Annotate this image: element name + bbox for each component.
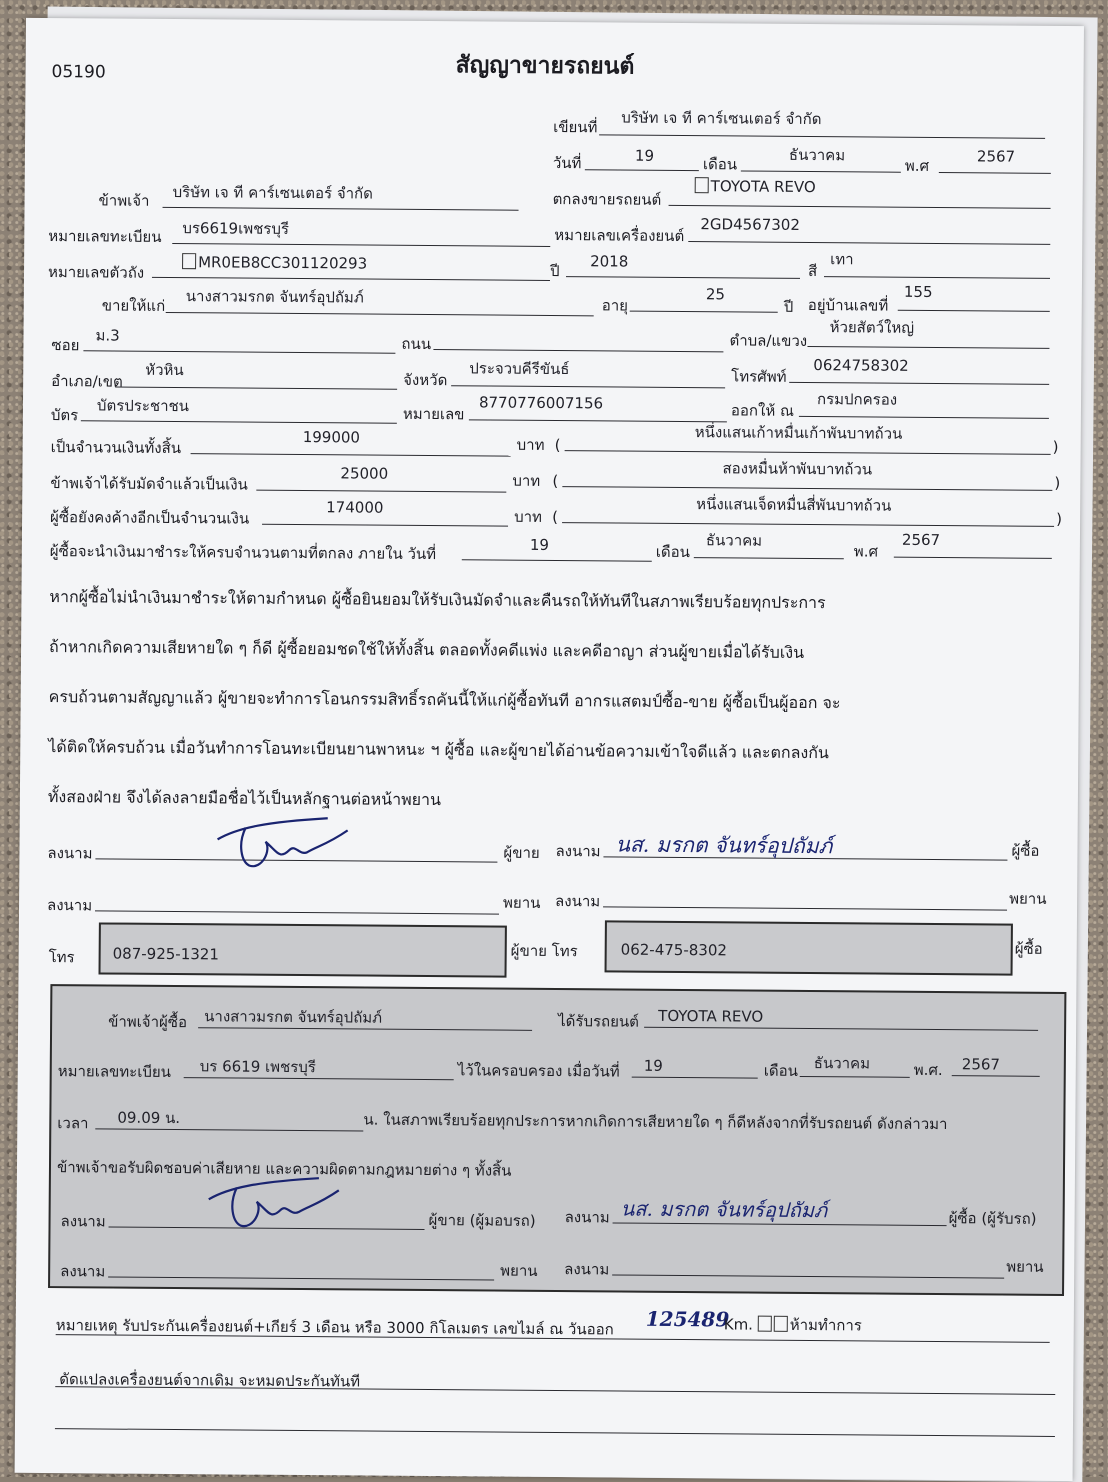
pay-year-value: 2567 <box>901 530 941 550</box>
terms-line-2: ถ้าหากเกิดความเสียหายใด ๆ ก็ดี ผู้ซื้อยอมชดใช้ให้ทั้งสิ้น ตลอดทั้งคดีแพ่ง และคดีอาญา ส่วนผู้ขายเมื่อได้รับเงิน <box>49 637 805 662</box>
deposit-text-value: สองหมื่นห้าพันบาทถ้วน <box>722 459 873 479</box>
paren-close: ) <box>1052 437 1059 456</box>
underline <box>163 207 519 211</box>
issued-by-value: กรมปกครอง <box>816 390 898 409</box>
receipt-reg-label: หมายเลขทะเบียน <box>57 1062 172 1082</box>
vehicle-model-text: TOYOTA REVO <box>710 177 816 197</box>
receipt-buyer-role: ผู้ซื้อ (ผู้รับรถ) <box>948 1209 1037 1228</box>
terms-line-1: หากผู้ซื้อไม่นำเงินมาชำระให้ตามกำหนด ผู้ซื้อยินยอมให้รับเงินมัดจำและคืนรถให้ทันทีในสภาพเรียบร้อยทุกประการ <box>49 587 826 613</box>
receipt-buyer-signature-handwritten: นส. มรกต จันทร์อุปถัมภ์ <box>620 1196 828 1223</box>
total-baht-label: บาท <box>516 435 545 454</box>
seller-role-label: ผู้ขาย <box>503 843 540 862</box>
province-label: จังหวัด <box>403 370 448 390</box>
house-no-value: 155 <box>903 282 933 301</box>
receipt-responsibility-text: ข้าพเจ้าขอรับผิดชอบค่าเสียหาย และความผิดตามกฎหมายต่าง ๆ ทั้งสิ้น <box>56 1158 512 1180</box>
paren-close: ) <box>1054 473 1061 492</box>
underline <box>630 311 778 313</box>
color-label: สี <box>807 261 818 281</box>
balance-baht-label: บาท <box>514 507 543 526</box>
paren-open: ( <box>552 507 559 527</box>
vehicle-model-value <box>695 177 816 196</box>
underline <box>599 134 1045 139</box>
balance-text-value: หนึ่งแสนเจ็ดหมื่นสี่พันบาทถ้วน <box>696 495 892 515</box>
buyer-signature-handwritten: นส. มรกต จันทร์อุปถัมภ์ <box>615 832 833 859</box>
age-unit-label: ปี <box>783 297 794 316</box>
empty-checkbox-icon <box>695 177 709 193</box>
receipt-seller-role: ผู้ขาย (ผู้มอบรถ) <box>428 1211 536 1230</box>
paren-close: ) <box>1056 509 1063 528</box>
pay-month-label: เดือน <box>655 542 691 562</box>
paren-open: ( <box>552 471 559 491</box>
buyer-name-value: นางสาวมรกต จันทร์อุปถัมภ์ <box>185 287 364 307</box>
underline <box>462 559 652 561</box>
balance-label: ผู้ซื้อยังคงค้างอีกเป็นจำนวนเงิน <box>50 508 250 528</box>
year-label: พ.ศ <box>904 156 930 175</box>
buyer-age-value: 25 <box>705 285 726 304</box>
underline <box>166 312 594 316</box>
receipt-witness-label: พยาน <box>500 1261 538 1280</box>
receipt-received-label: ได้รับรถยนต์ <box>558 1012 640 1031</box>
contract-document <box>15 18 1084 1481</box>
buyer-role-label: ผู้ซื้อ <box>1014 939 1043 958</box>
total-text-value: หนึ่งแสนเก้าหมื่นเก้าพันบาทถ้วน <box>694 423 903 443</box>
date-month-value: ธันวาคม <box>788 145 846 165</box>
buyer-phone-value: 0624758302 <box>813 356 909 375</box>
note-after-boxes: ห้ามทำการ <box>789 1315 862 1335</box>
year-label: ปี <box>549 261 560 281</box>
underline <box>898 310 1050 312</box>
sell-to-label: ขายให้แก่ <box>101 296 166 315</box>
deposit-value: 25000 <box>340 464 389 483</box>
underline <box>585 169 699 171</box>
month-label: เดือน <box>702 155 738 174</box>
underline <box>694 557 844 559</box>
terms-line-4: ได้ติดให้ครบถ้วน เมื่อวันทำการโอนทะเบียนยานพาหนะ ฯ ผู้ซื้อ และผู้ขายได้อ่านข้อความเข้าใจดีแล้ว และตกลงกัน <box>48 737 829 763</box>
witness-label: พยาน <box>1009 889 1047 908</box>
underline <box>688 241 1050 245</box>
paren-open: ( <box>554 436 561 455</box>
underline <box>807 346 1049 349</box>
document-title: สัญญาขายรถยนต์ <box>455 52 635 80</box>
province-value: ประจวบคีรีขันธ์ <box>469 359 570 379</box>
date-day-value: 19 <box>634 146 655 165</box>
card-label: บัตร <box>50 406 79 425</box>
receipt-model: TOYOTA REVO <box>658 1006 764 1026</box>
underline <box>172 243 550 247</box>
sign-label: ลงนาม <box>555 892 601 911</box>
mileage-handwritten: 125489 <box>645 1306 730 1332</box>
document-number: 05190 <box>51 62 106 83</box>
total-value: 199000 <box>302 428 361 447</box>
card-type-value: บัตรประชาชน <box>96 396 190 416</box>
underline <box>824 276 1050 279</box>
underline <box>562 522 1054 527</box>
underline <box>256 490 506 493</box>
underline <box>562 486 1052 491</box>
total-label: เป็นจำนวนเงินทั้งสิ้น <box>50 438 182 458</box>
terms-line-3: ครบถ้วนตามสัญญาแล้ว ผู้ขายจะทำการโอนกรรมสิทธิ์รถคันนี้ให้แก่ผู้ซื้อทันที อากรแสตมป์ซื้อ-ขาย ผู้ซื้อเป็นผู้ออก จะ <box>48 687 841 713</box>
tel-label: โทร <box>48 948 75 967</box>
underline <box>191 453 511 457</box>
sign-label: ลงนาม <box>46 896 93 915</box>
underline <box>433 349 723 352</box>
sign-label: ลงนาม <box>47 844 93 863</box>
card-no-label: หมายเลข <box>402 404 465 424</box>
engine-no-value: 2GD4567302 <box>700 215 801 234</box>
sign-label: ลงนาม <box>564 1208 610 1227</box>
chassis-no-label: หมายเลขตัวถัง <box>47 263 145 282</box>
card-no-value: 8770776007156 <box>478 393 604 413</box>
road-label: ถนน <box>401 334 432 354</box>
receipt-condition-text: น. ในสภาพเรียบร้อยทุกประการหากเกิดการเสียหายใด ๆ ก็ดีหลังจากที่รับรถยนต์ ดังกล่าวมา <box>363 1110 948 1134</box>
phone-label: โทรศัพท์ <box>731 367 787 386</box>
pay-day-value: 19 <box>529 535 550 554</box>
soi-label: ซอย <box>51 336 80 355</box>
seller-name-value: บริษัท เจ ที คาร์เซนเตอร์ จำกัด <box>172 183 373 203</box>
underline <box>565 450 1051 455</box>
terms-line-5: ทั้งสองฝ่าย จึงได้ลงลายมือชื่อไว้เป็นหลักฐานต่อหน้าพยาน <box>47 787 442 810</box>
receipt-buyer-label: ข้าพเจ้าผู้ซื้อ <box>108 1012 188 1032</box>
underline <box>55 1386 1055 1395</box>
receipt-time: 09.09 น. <box>117 1108 181 1128</box>
vehicle-year-value: 2018 <box>590 252 629 271</box>
receipt-witness-label: พยาน <box>1006 1257 1044 1276</box>
underline <box>81 420 397 423</box>
pay-month-value: ธันวาคม <box>705 531 763 550</box>
sign-label: ลงนาม <box>555 842 601 861</box>
issued-by-label: ออกให้ ณ <box>730 401 795 420</box>
receipt-month-label: เดือน <box>763 1061 798 1080</box>
underline <box>939 172 1051 174</box>
date-label: วันที่ <box>552 153 582 173</box>
date-year-value: 2567 <box>976 147 1016 166</box>
underline <box>894 557 1052 559</box>
subdistrict-label: ตำบล/แขวง <box>729 331 808 350</box>
chassis-no-value <box>182 253 367 272</box>
underline <box>566 276 800 279</box>
underline <box>603 906 1007 910</box>
age-label: อายุ <box>601 296 629 315</box>
seller-phone-value: 087-925-1321 <box>112 944 220 964</box>
receipt-month: ธันวาคม <box>813 1054 871 1073</box>
underline <box>83 350 395 353</box>
empty-checkbox-icon <box>182 253 196 269</box>
district-label: อำเภอ/เขต <box>51 372 123 391</box>
buyer-role-label: ผู้ซื้อ <box>1011 841 1040 860</box>
km-label-text: Km. <box>723 1315 754 1334</box>
underline <box>469 419 727 422</box>
receipt-possession-label: ไว้ในครอบครอง เมื่อวันที่ <box>457 1061 620 1081</box>
receipt-day: 19 <box>643 1056 663 1075</box>
underline <box>262 524 508 527</box>
sign-label: ลงนาม <box>60 1262 106 1281</box>
balance-value: 174000 <box>326 498 384 517</box>
receipt-year: 2567 <box>961 1055 1001 1074</box>
pay-year-label: พ.ศ <box>853 542 879 561</box>
buyer-phone-box-value: 062-475-8302 <box>620 940 728 960</box>
underline <box>799 416 1049 419</box>
seller-tel-label: ผู้ขาย โทร <box>510 941 578 961</box>
seller-signature-scribble <box>207 799 358 870</box>
deposit-baht-label: บาท <box>512 471 541 490</box>
reg-no-value: บร6619เพชรบุรี <box>182 219 290 238</box>
district-value: หัวหิน <box>145 360 184 380</box>
receipt-buyer-name: นางสาวมรกต จันทร์อุปถัมภ์ <box>204 1007 383 1027</box>
written-at-label: เขียนที่ <box>553 117 598 137</box>
underline <box>55 1428 1055 1437</box>
i-label: ข้าพเจ้า <box>98 191 150 210</box>
deposit-label: ข้าพเจ้าได้รับมัดจำแล้วเป็นเงิน <box>50 474 248 494</box>
underline <box>451 385 725 388</box>
witness-label: พยาน <box>503 893 541 912</box>
underline <box>115 387 397 390</box>
receipt-time-label: เวลา <box>57 1114 89 1133</box>
underline <box>741 170 901 172</box>
engine-no-label: หมายเลขเครื่องยนต์ <box>554 226 685 246</box>
receipt-reg-no: บร 6619 เพชรบุรี <box>199 1057 316 1077</box>
pay-within-label: ผู้ซื้อจะนำเงินมาชำระให้ครบจำนวนตามที่ตกลง ภายใน วันที่ <box>49 542 437 564</box>
soi-value: ม.3 <box>95 326 120 345</box>
receipt-year-label: พ.ศ. <box>913 1060 943 1080</box>
sign-label: ลงนาม <box>564 1260 610 1279</box>
underline <box>669 205 1051 209</box>
subdistrict-value: ห้วยสัตว์ใหญ่ <box>829 318 915 337</box>
underline <box>152 277 550 281</box>
underline <box>789 382 1049 385</box>
underline <box>95 910 499 914</box>
empty-checkbox-icon <box>758 1316 772 1332</box>
note-line-2: ดัดแปลงเครื่องยนต์จากเดิม จะหมดประกันทันที <box>59 1370 361 1391</box>
sign-label: ลงนาม <box>60 1212 106 1231</box>
agree-sell-label: ตกลงขายรถยนต์ <box>552 189 662 209</box>
vehicle-color-value: เทา <box>830 250 854 269</box>
vehicle-receipt-panel <box>48 984 1066 1296</box>
reg-no-label: หมายเลขทะเบียน <box>48 227 162 246</box>
house-no-label: อยู่บ้านเลขที่ <box>807 295 889 315</box>
note-km-label <box>724 1315 862 1334</box>
written-at-value: บริษัท เจ ที คาร์เซนเตอร์ จำกัด <box>621 108 822 129</box>
note-line-1: หมายเหตุ รับประกันเครื่องยนต์+เกียร์ 3 เดือน หรือ 3000 กิโลเมตร เลขไมล์ ณ วันออก <box>55 1316 614 1339</box>
empty-checkbox-icon <box>774 1316 788 1332</box>
receipt-seller-signature-scribble <box>198 1163 349 1234</box>
chassis-no-text: MR0EB8CC301120293 <box>198 253 368 273</box>
